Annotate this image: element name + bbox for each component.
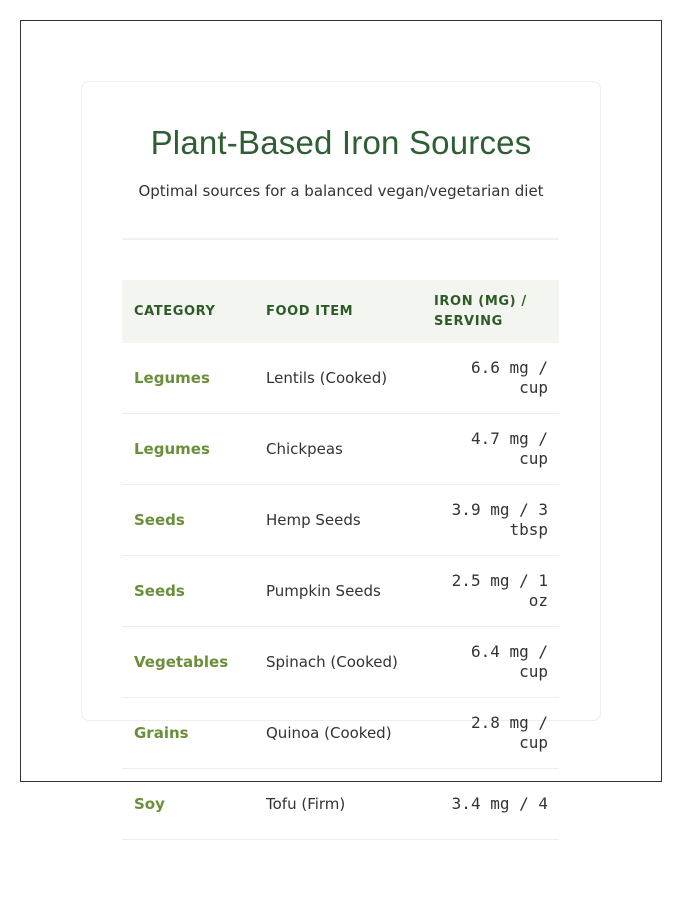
- table-row: [122, 485, 559, 556]
- category-cell: Seeds: [122, 485, 254, 556]
- iron-value-cell: 6.4 mg / cup: [428, 627, 559, 698]
- category-cell: Vegetables: [122, 627, 254, 698]
- table-row: [122, 698, 559, 769]
- category-cell: Legumes: [122, 343, 254, 414]
- page-subtitle: Optimal sources for a balanced vegan/vegetarian diet: [138, 182, 544, 200]
- table-row: [122, 343, 559, 414]
- header-food-item: FOOD ITEM: [254, 280, 428, 343]
- table-row: [122, 769, 559, 840]
- iron-value-cell: 2.5 mg / 1 oz: [428, 556, 559, 627]
- iron-sources-table-container[interactable]: [122, 280, 559, 813]
- food-item-cell: Chickpeas: [254, 414, 428, 485]
- page-title: Plant-Based Iron Sources: [150, 124, 532, 161]
- table-row: [122, 627, 559, 698]
- iron-value-cell: 4.7 mg / cup: [428, 414, 559, 485]
- table-header-row: [122, 280, 559, 343]
- food-item-cell: Lentils (Cooked): [254, 343, 428, 414]
- iron-value-cell: 6.6 mg / cup: [428, 343, 559, 414]
- category-cell: Soy: [122, 769, 254, 840]
- food-item-cell: Tofu (Firm): [254, 769, 428, 840]
- table-row: [122, 556, 559, 627]
- iron-sources-table: [122, 280, 559, 840]
- iron-value-cell: 3.4 mg / 4: [428, 769, 559, 840]
- food-item-cell: Quinoa (Cooked): [254, 698, 428, 769]
- iron-value-cell: 3.9 mg / 3 tbsp: [428, 485, 559, 556]
- food-item-cell: Pumpkin Seeds: [254, 556, 428, 627]
- food-item-cell: Hemp Seeds: [254, 485, 428, 556]
- header-iron-per-serving: IRON (MG) / SERVING: [428, 280, 559, 343]
- category-cell: Grains: [122, 698, 254, 769]
- category-cell: Seeds: [122, 556, 254, 627]
- iron-value-cell: 2.8 mg / cup: [428, 698, 559, 769]
- header-category: CATEGORY: [122, 280, 254, 343]
- divider: [122, 238, 559, 240]
- table-row: [122, 414, 559, 485]
- category-cell: Legumes: [122, 414, 254, 485]
- food-item-cell: Spinach (Cooked): [254, 627, 428, 698]
